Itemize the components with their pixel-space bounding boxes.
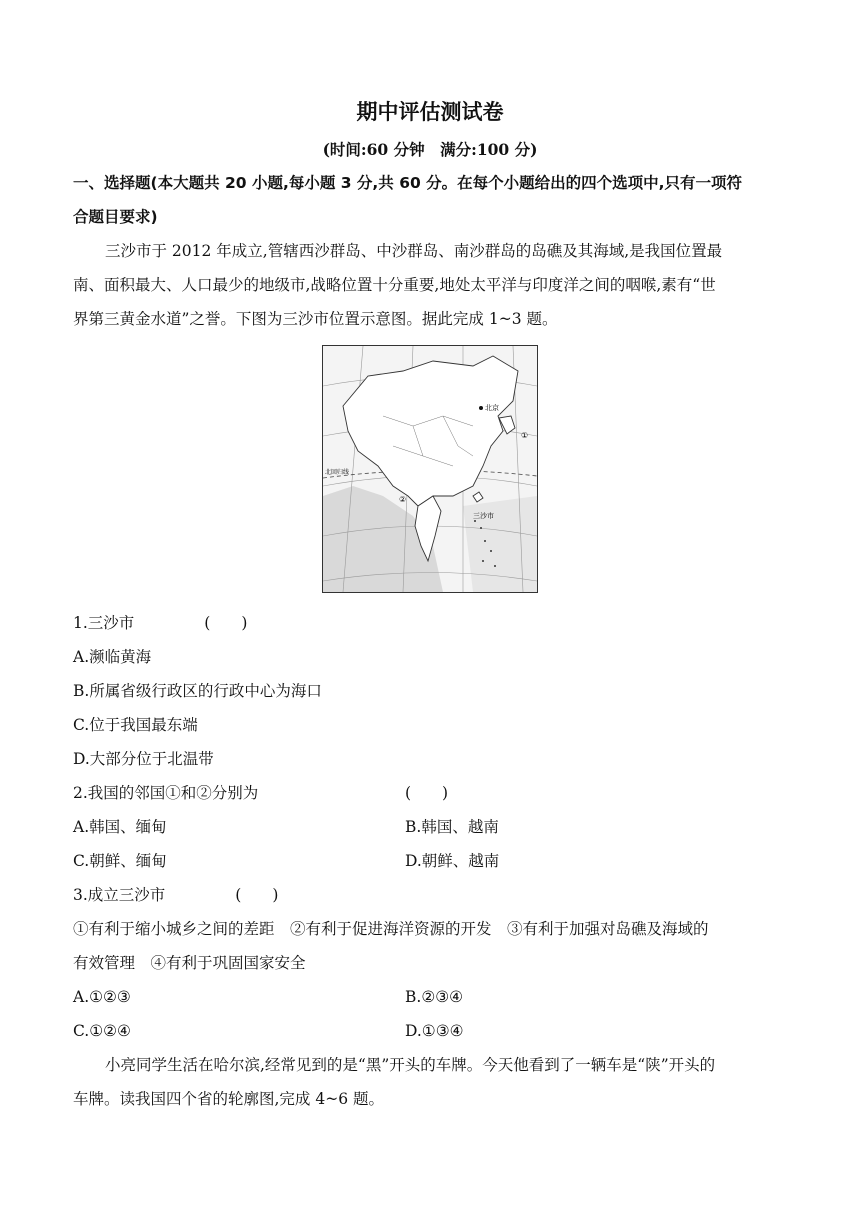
q1-option-d: D.大部分位于北温带 — [73, 750, 214, 768]
passage1-line1: 三沙市于 2012 年成立,管辖西沙群岛、中沙群岛、南沙群岛的岛礁及其海域,是我国位置最 — [105, 242, 723, 260]
map-label-sansha: 三沙市 — [473, 512, 494, 520]
q2-option-b: B.韩国、越南 — [405, 818, 499, 836]
q3-statements-line2: 有效管理 ④有利于巩固国家安全 — [73, 954, 306, 972]
passage1-line2: 南、面积最大、人口最少的地级市,战略位置十分重要,地处太平洋与印度洋之间的咽喉,素有“世 — [73, 276, 716, 294]
q2-option-d: D.朝鲜、越南 — [405, 852, 500, 870]
answer-blank: ( ) — [204, 614, 248, 632]
q3-option-c: C.①②④ — [73, 1022, 131, 1040]
map-label-tropic: 北回归线 — [325, 469, 350, 476]
q3-option-b: B.②③④ — [405, 988, 464, 1006]
section-heading-cont: 合题目要求) — [73, 208, 158, 226]
q3-option-d: D.①③④ — [405, 1022, 464, 1040]
answer-blank: ( ) — [235, 886, 279, 904]
map-marker-2: ② — [399, 495, 407, 504]
q1-option-a: A.濒临黄海 — [73, 648, 152, 666]
passage1-line3: 界第三黄金水道”之誉。下图为三沙市位置示意图。据此完成 1~3 题。 — [73, 310, 558, 328]
section-heading: 一、选择题(本大题共 20 小题,每小题 3 分,共 60 分。在每个小题给出的四个选项中,只有一项符 — [73, 174, 743, 192]
map-drawing — [323, 346, 537, 592]
q3-option-a: A.①②③ — [73, 988, 131, 1006]
question-1-text: 1.三沙市 — [73, 614, 135, 632]
passage2-line1: 小亮同学生活在哈尔滨,经常见到的是“黑”开头的车牌。今天他看到了一辆车是“陕”开头的 — [105, 1056, 716, 1074]
page-title: 期中评估测试卷 — [356, 100, 504, 124]
question-3-stem — [73, 884, 793, 906]
q1-option-c: C.位于我国最东端 — [73, 716, 198, 734]
answer-blank: ( ) — [405, 784, 449, 802]
map-label-beijing: 北京 — [485, 404, 499, 412]
passage2-line2: 车牌。读我国四个省的轮廓图,完成 4~6 题。 — [73, 1090, 384, 1108]
question-2-text: 2.我国的邻国①和②分别为 — [73, 784, 259, 802]
q1-option-b: B.所属省级行政区的行政中心为海口 — [73, 682, 322, 700]
question-1-stem — [73, 612, 793, 634]
q3-statements-line1: ①有利于缩小城乡之间的差距 ②有利于促进海洋资源的开发 ③有利于加强对岛礁及海域的 — [73, 920, 709, 938]
q2-option-a: A.韩国、缅甸 — [73, 818, 167, 836]
sansha-location-map — [322, 345, 538, 593]
map-marker-1: ① — [521, 431, 529, 440]
exam-time-score: (时间:60 分钟 满分:100 分) — [322, 140, 538, 159]
question-3-text: 3.成立三沙市 — [73, 886, 166, 904]
q2-option-c: C.朝鲜、缅甸 — [73, 852, 167, 870]
